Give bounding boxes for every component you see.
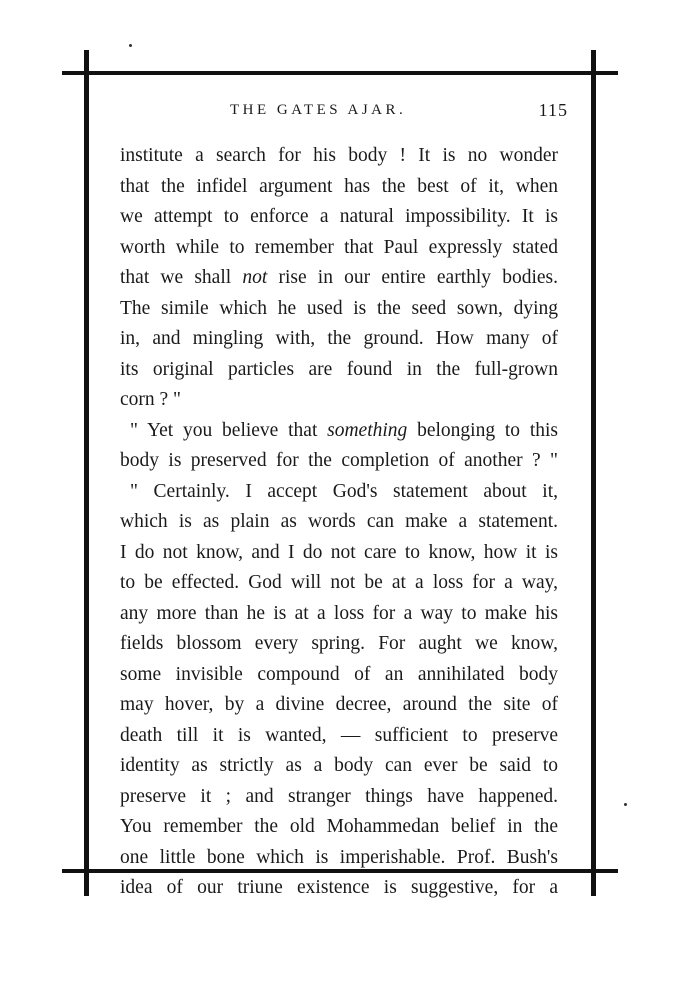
left-border-rule (84, 50, 89, 896)
page-number: 115 (538, 100, 568, 120)
text-line: that the infidel argument has the best of it, when (120, 175, 558, 197)
text-line: body is preserved for the completion of another ? " (120, 450, 558, 471)
text-line: to be effected. God will not be at a loss for a way, (120, 572, 558, 593)
text-line: death till it is wanted, — sufficient to preserve (120, 724, 558, 746)
text-segment: belonging to this (407, 419, 558, 441)
text-line: " Certainly. I accept God's statement about it, (130, 480, 558, 502)
running-title: THE GATES AJAR. (230, 102, 407, 118)
italic-emphasis: something (327, 419, 408, 441)
text-line: which is as plain as words can make a statement. (120, 511, 558, 532)
text-line: corn ? " (120, 389, 182, 410)
text-line: some invisible compound of an annihilated body (120, 663, 558, 685)
text-line: I do not know, and I do not care to know, how it is (120, 541, 558, 563)
text-line (120, 263, 558, 294)
page-header (120, 98, 570, 122)
italic-emphasis: not (242, 267, 268, 288)
text-line: institute a search for his body ! It is no wonder (120, 145, 558, 166)
text-line: You remember the old Mohammedan belief in the (120, 816, 558, 837)
right-border-rule (591, 50, 596, 896)
text-line (120, 416, 558, 447)
text-line: worth while to remember that Paul expressly stated (120, 236, 558, 258)
text-line: fields blossom every spring. For aught we know, (120, 633, 558, 654)
text-segment: rise in our entire earthly bodies. (267, 267, 558, 288)
text-segment: " Yet you believe that (130, 419, 328, 441)
text-line: in, and mingling with, the ground. How many of (120, 328, 558, 349)
top-border-rule (62, 71, 618, 75)
text-line: preserve it ; and stranger things have happened. (120, 785, 558, 807)
text-line: idea of our triune existence is suggestive, for a (120, 877, 558, 898)
text-line: we attempt to enforce a natural impossibility. It is (120, 206, 558, 227)
text-line: its original particles are found in the full-grown (120, 358, 558, 380)
text-line: may hover, by a divine decree, around the site of (120, 694, 558, 715)
text-line: identity as strictly as a body can ever be said to (120, 755, 558, 776)
text-line: any more than he is at a loss for a way to make his (120, 602, 558, 624)
body-text (120, 141, 558, 904)
text-segment: that we shall (120, 267, 243, 288)
text-line: The simile which he used is the seed sown, dying (120, 297, 558, 319)
text-line: one little bone which is imperishable. Prof. Bush's (120, 846, 558, 868)
